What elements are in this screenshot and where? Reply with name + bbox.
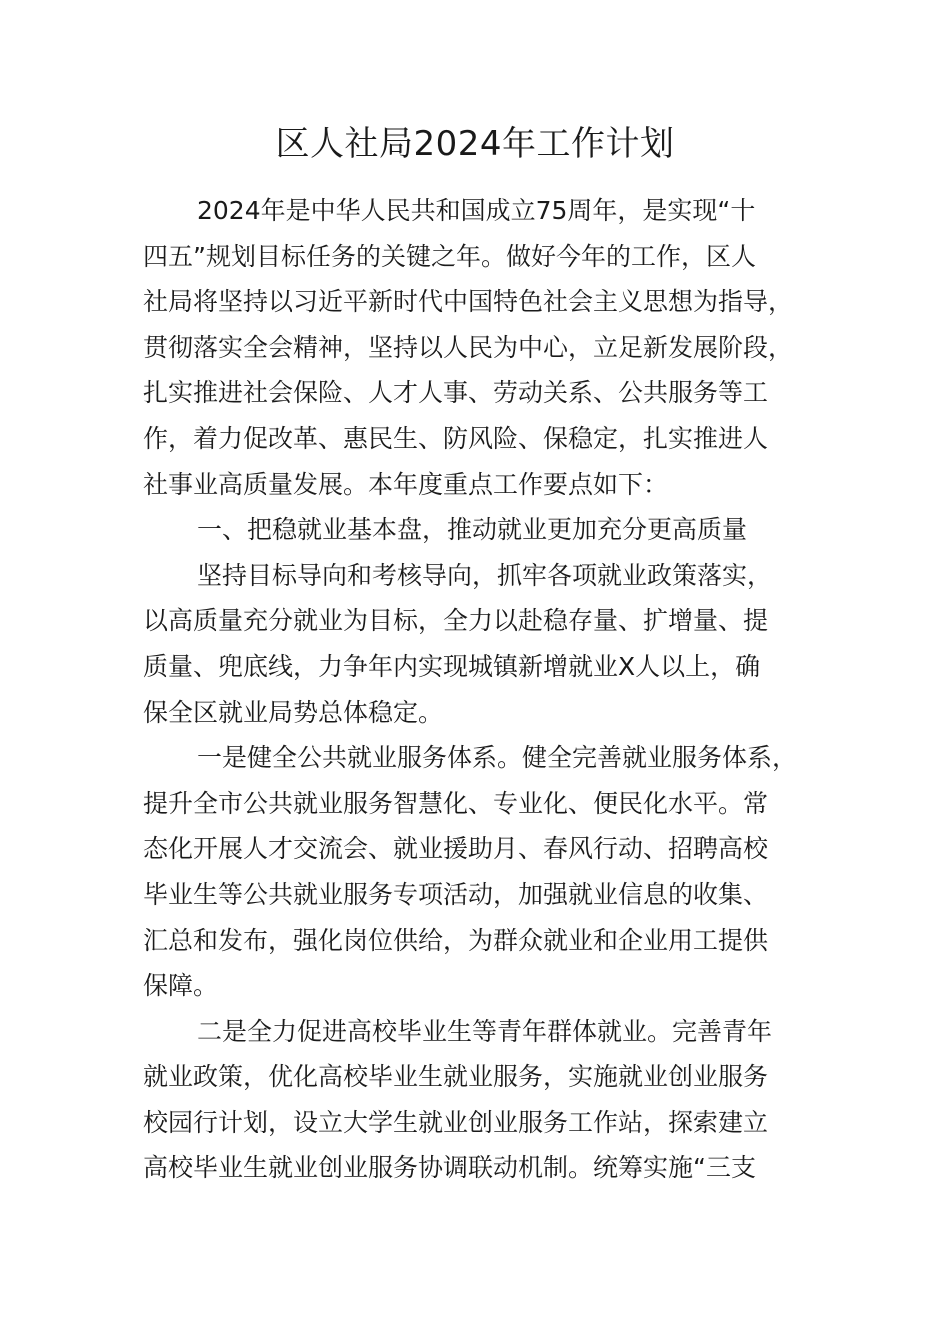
- paragraph-line: 就业政策，优化高校毕业生就业服务，实施就业创业服务: [143, 1062, 769, 1092]
- paragraph-line: 社局将坚持以习近平新时代中国特色社会主义思想为指导，: [143, 287, 794, 317]
- paragraph-line: 保障。: [143, 971, 219, 1001]
- paragraph-line: 以高质量充分就业为目标，全力以赴稳存量、扩增量、提: [143, 606, 769, 636]
- paragraph-line: 汇总和发布，强化岗位供给，为群众就业和企业用工提供: [143, 925, 769, 955]
- section-heading: 一、把稳就业基本盘，推动就业更加充分更高质量: [197, 515, 748, 545]
- paragraph-line: 一是健全公共就业服务体系。健全完善就业服务体系，: [197, 743, 798, 773]
- paragraph-line: 坚持目标导向和考核导向，抓牢各项就业政策落实，: [197, 560, 773, 590]
- paragraph-line: 二是全力促进高校毕业生等青年群体就业。完善青年: [197, 1016, 773, 1046]
- document-title: 区人社局2024年工作计划: [275, 124, 675, 164]
- paragraph-line: 四五”规划目标任务的关键之年。做好今年的工作，区人: [143, 241, 756, 271]
- paragraph-line: 作，着力促改革、惠民生、防风险、保稳定，扎实推进人: [143, 423, 769, 453]
- paragraph-line: 质量、兜底线，力争年内实现城镇新增就业X人以上，确: [143, 651, 761, 681]
- paragraph-line: 社事业高质量发展。本年度重点工作要点如下：: [143, 469, 669, 499]
- paragraph-line: 提升全市公共就业服务智慧化、专业化、便民化水平。常: [143, 788, 769, 818]
- document-body: [143, 188, 815, 1191]
- paragraph-line: 态化开展人才交流会、就业援助月、春风行动、招聘高校: [143, 834, 769, 864]
- paragraph-line: 扎实推进社会保险、人才人事、劳动关系、公共服务等工: [143, 378, 769, 408]
- paragraph-line: 2024年是中华人民共和国成立75周年，是实现“十: [197, 196, 756, 225]
- paragraph-line: 校园行计划，设立大学生就业创业服务工作站，探索建立: [143, 1107, 769, 1137]
- paragraph-line: 保全区就业局势总体稳定。: [143, 697, 444, 727]
- paragraph-line: 贯彻落实全会精神，坚持以人民为中心，立足新发展阶段，: [143, 332, 794, 362]
- paragraph-line: 高校毕业生就业创业服务协调联动机制。统筹实施“三支: [143, 1153, 756, 1183]
- paragraph-line: 毕业生等公共就业服务专项活动，加强就业信息的收集、: [143, 879, 769, 909]
